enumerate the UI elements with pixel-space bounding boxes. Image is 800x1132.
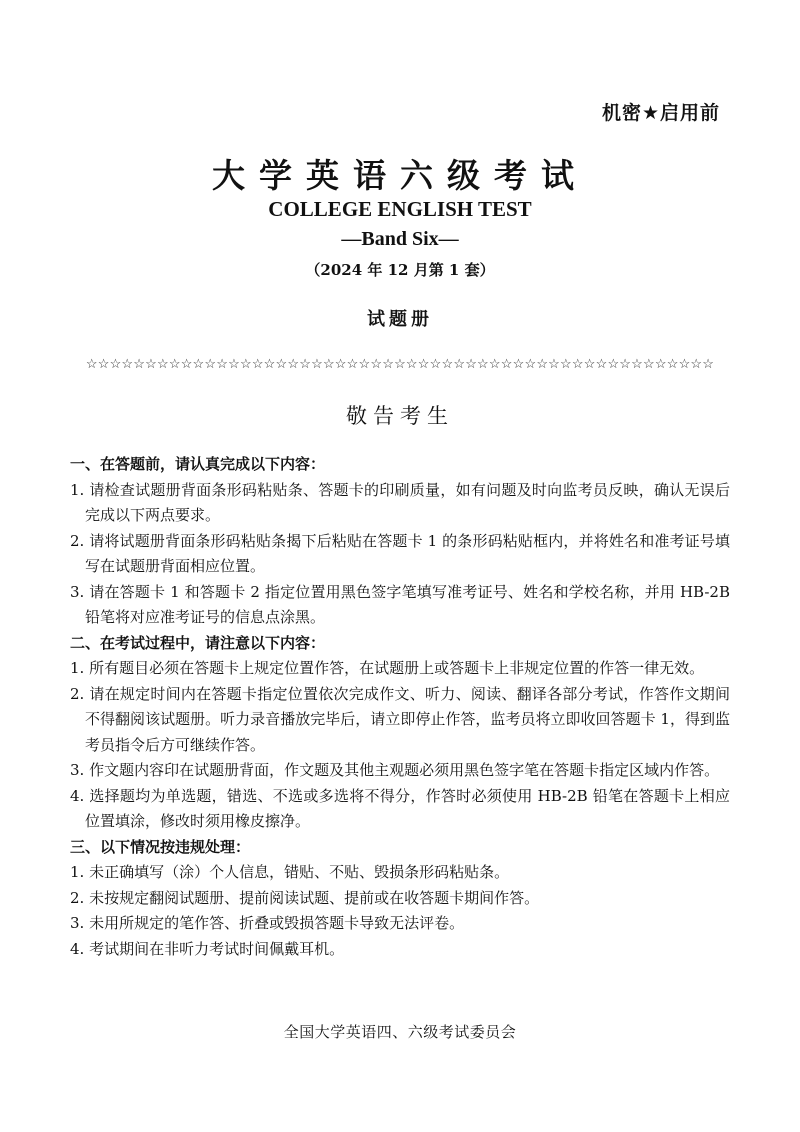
list-item: 2. 请在规定时间内在答题卡指定位置依次完成作文、听力、阅读、翻译各部分考试，作答作文期间不得翻阅该试题册。听力录音播放完毕后，请立即停止作答，监考员将立即收回答题卡 1，得到监考员指令后方可继续作答。 — [70, 684, 730, 754]
section-heading: 二、在考试过程中，请注意以下内容： — [70, 633, 326, 652]
exam-title-english: COLLEGE ENGLISH TEST — [268, 197, 532, 221]
issuer-footer: 全国大学英语四、六级考试委员会 — [283, 1023, 517, 1041]
list-item: 4. 选择题均为单选题，错选、不选或多选将不得分，作答时必须使用 HB-2B 铅笔在答题卡上相应位置填涂，修改时须用橡皮擦净。 — [70, 786, 730, 830]
exam-band: —Band Six— — [341, 228, 459, 250]
section-heading: 一、在答题前，请认真完成以下内容： — [70, 455, 326, 473]
list-item: 1. 请检查试题册背面条形码粘贴条、答题卡的印刷质量，如有问题及时向监考员反映，确认无误后完成以下两点要求。 — [70, 480, 730, 524]
booklet-label: 试题册 — [367, 309, 433, 330]
list-item: 2. 未按规定翻阅试题册、提前阅读试题、提前或在收答题卡期间作答。 — [70, 888, 540, 907]
list-item: 3. 请在答题卡 1 和答题卡 2 指定位置用黑色签字笔填写准考证号、姓名和学校名称，并用 HB-2B 铅笔将对应准考证号的信息点涂黑。 — [70, 582, 730, 626]
list-item: 3. 作文题内容印在试题册背面，作文题及其他主观题必须用黑色签字笔在答题卡指定区域内作答。 — [70, 761, 720, 779]
notice-title: 敬告考生 — [346, 404, 454, 428]
list-item: 4. 考试期间在非听力考试时间佩戴耳机。 — [70, 939, 345, 958]
list-item: 1. 所有题目必须在答题卡上规定位置作答，在试题册上或答题卡上非规定位置的作答一律无效。 — [70, 659, 705, 677]
exam-edition: （2024 年 12 月第 1 套） — [305, 261, 495, 279]
list-item: 1. 未正确填写（涂）个人信息，错贴、不贴、毁损条形码粘贴条。 — [70, 863, 510, 881]
list-item: 2. 请将试题册背面条形码粘贴条揭下后粘贴在答题卡 1 的条形码粘贴框内，并将姓名和准考证号填写在试题册背面相应位置。 — [70, 531, 730, 575]
confidential-label: 机密★启用前 — [601, 102, 720, 124]
notice-content — [70, 452, 730, 962]
list-item: 3. 未用所规定的笔作答、折叠或毁损答题卡导致无法评卷。 — [70, 914, 465, 932]
section-heading: 三、以下情况按违规处理： — [70, 837, 251, 856]
star-divider: ☆☆☆☆☆☆☆☆☆☆☆☆☆☆☆☆☆☆☆☆☆☆☆☆☆☆☆☆☆☆☆☆☆☆☆☆☆☆☆☆☆☆☆☆☆☆☆☆☆☆☆☆☆ — [85, 357, 715, 372]
exam-title-chinese: 大学英语六级考试 — [212, 156, 588, 195]
